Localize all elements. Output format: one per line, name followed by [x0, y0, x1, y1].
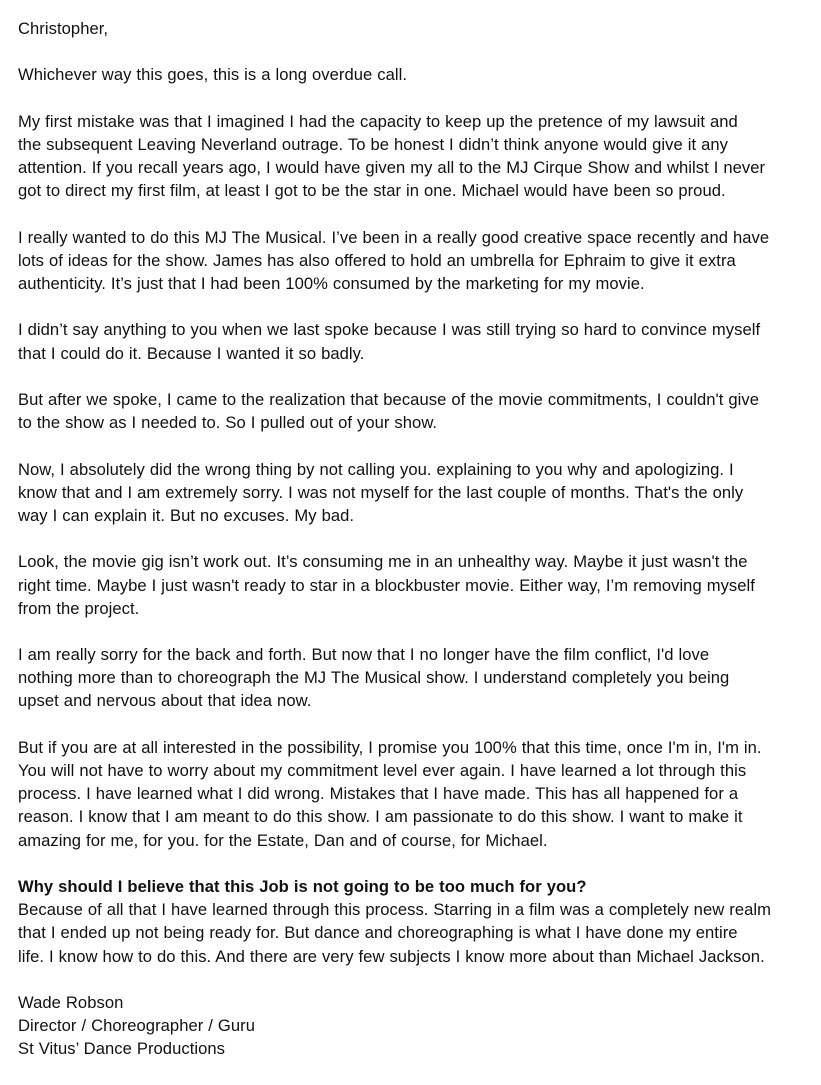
text-line: You will not have to worry about my commitment level ever again. I have learned a lot through this	[18, 761, 747, 780]
question-heading: Why should I believe that this Job is not going to be too much for you?	[18, 876, 587, 896]
paragraph-2	[18, 110, 818, 203]
text-line: know that and I am extremely sorry. I was not myself for the last couple of months. That's the only	[18, 482, 744, 502]
answer-line: Because of all that I have learned through this process. Starring in a film was a completely new realm	[18, 900, 771, 920]
text-line: But after we spoke, I came to the realization that because of the movie commitments, I couldn't give	[18, 390, 759, 409]
text-line: upset and nervous about that idea now.	[18, 691, 312, 711]
paragraph-gap	[18, 203, 818, 226]
question-answer-section	[18, 875, 818, 968]
signature-title: Director / Choreographer / Guru	[18, 1016, 256, 1036]
text-line: the subsequent Leaving Neverland outrage. To be honest I didn’t think anyone would give it any	[18, 134, 729, 154]
paragraph-7	[18, 550, 818, 620]
paragraph-gap	[18, 852, 818, 875]
text-line: from the project.	[18, 598, 140, 618]
text-line: I didn’t say anything to you when we last spoke because I was still trying so hard to convince myself	[18, 320, 761, 340]
text-line: I am really sorry for the back and forth. But now that I no longer have the film conflict, I'd love	[18, 645, 710, 665]
text-line: authenticity. It’s just that I had been 100% consumed by the marketing for my movie.	[18, 274, 645, 294]
text-line: way I can explain it. But no excuses. My bad.	[18, 505, 355, 525]
text-line: Now, I absolutely did the wrong thing by not calling you. explaining to you why and apologizing. I	[18, 459, 734, 479]
text-line: Look, the movie gig isn’t work out. It’s consuming me in an unhealthy way. Maybe it just wasn't the	[18, 552, 748, 572]
paragraph-gap	[18, 40, 818, 63]
paragraph-gap	[18, 87, 818, 110]
answer-line: that I ended up not being ready for. But dance and choreographing is what I have done my entire	[18, 923, 738, 943]
text-line: I really wanted to do this MJ The Musical. I’ve been in a really good creative space recently and have	[18, 227, 770, 247]
text-line: amazing for me, for you. for the Estate, Dan and of course, for Michael.	[18, 830, 548, 850]
signature-company: St Vitus’ Dance Productions	[18, 1039, 226, 1059]
paragraph-4	[18, 318, 818, 364]
text-line: But if you are at all interested in the possibility, I promise you 100% that this time, once I'm in, I'm in.	[18, 737, 762, 757]
signature-block	[18, 991, 818, 1061]
paragraph-6	[18, 458, 818, 528]
text-line: nothing more than to choreograph the MJ The Musical show. I understand completely you being	[18, 668, 730, 688]
paragraph-8	[18, 643, 818, 713]
paragraph-1	[18, 63, 818, 86]
signature-name: Wade Robson	[18, 992, 124, 1012]
text-line: lots of ideas for the show. James has also offered to hold an umbrella for Ephraim to give it extra	[18, 250, 736, 270]
paragraph-gap	[18, 968, 818, 991]
salutation: Christopher,	[18, 19, 109, 38]
text-line: Whichever way this goes, this is a long overdue call.	[18, 65, 408, 85]
paragraph-gap	[18, 713, 818, 736]
text-line: reason. I know that I am meant to do this show. I am passionate to do this show. I want to make it	[18, 807, 743, 827]
answer-line: life. I know how to do this. And there are very few subjects I know more about than Michael Jackson.	[18, 946, 765, 966]
text-line: got to direct my first film, at least I got to be the star in one. Michael would have been so proud.	[18, 181, 726, 201]
paragraph-5	[18, 388, 818, 434]
letter-document	[18, 17, 818, 1060]
text-line: My first mistake was that I imagined I had the capacity to keep up the pretence of my lawsuit and	[18, 111, 738, 131]
text-line: attention. If you recall years ago, I would have given my all to the MJ Cirque Show and whilst I never	[18, 158, 766, 178]
paragraph-3	[18, 226, 818, 296]
paragraph-gap	[18, 620, 818, 643]
paragraph-gap	[18, 527, 818, 550]
text-line: that I could do it. Because I wanted it so badly.	[18, 343, 365, 363]
paragraph-gap	[18, 295, 818, 318]
text-line: to the show as I needed to. So I pulled out of your show.	[18, 413, 438, 433]
text-line: process. I have learned what I did wrong. Mistakes that I have made. This has all happened for a	[18, 784, 739, 804]
paragraph-9	[18, 736, 818, 852]
paragraph-gap	[18, 434, 818, 457]
text-line: right time. Maybe I just wasn't ready to star in a blockbuster movie. Either way, I’m removing myself	[18, 575, 755, 595]
paragraph-gap	[18, 365, 818, 388]
